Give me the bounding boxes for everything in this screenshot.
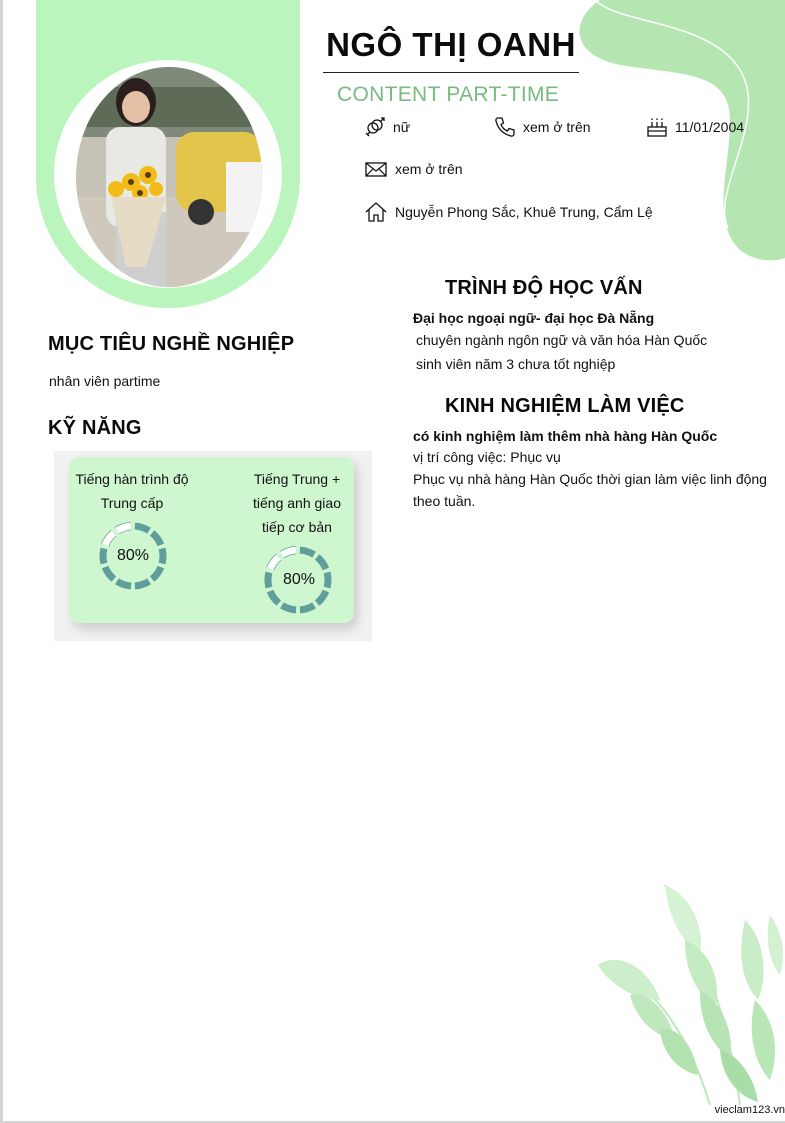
education-major: chuyên ngành ngôn ngữ và văn hóa Hàn Quốc xyxy=(416,332,708,348)
birthday-cake-icon xyxy=(646,116,668,138)
ring-segment-filled xyxy=(317,557,326,569)
ring-segment-filled xyxy=(105,567,114,579)
phone-icon xyxy=(494,116,516,138)
skill-2-label xyxy=(236,467,358,539)
gender-value: nữ xyxy=(393,119,411,135)
candidate-name: NGÔ THỊ OANH xyxy=(326,26,576,63)
skill-1-percent: 80% xyxy=(116,547,150,564)
gender-icon xyxy=(364,116,386,138)
ring-segment-filled xyxy=(300,605,314,610)
page-edge xyxy=(0,0,3,1123)
skill-2-line2: tiếng anh giao xyxy=(253,495,341,511)
home-icon xyxy=(364,200,388,224)
skill-2-percent: 80% xyxy=(282,571,316,588)
ring-segment-filled xyxy=(135,526,149,531)
watermark: vieclam123.vn xyxy=(714,1104,785,1116)
experience-desc-line1: Phục vụ nhà hàng Hàn Quốc thời gian làm việc linh động xyxy=(413,471,767,487)
skill-2-line1: Tiếng Trung + xyxy=(253,471,341,487)
profile-photo xyxy=(76,67,262,287)
phone-info xyxy=(494,116,591,138)
ring-segment-filled xyxy=(117,581,131,586)
education-status: sinh viên năm 3 chưa tốt nghiệp xyxy=(416,356,616,372)
address-info xyxy=(364,200,653,224)
phone-value: xem ở trên xyxy=(523,119,591,135)
experience-title: có kinh nghiệm làm thêm nhà hàng Hàn Quốc xyxy=(413,428,718,444)
decorative-leaves xyxy=(590,880,785,1105)
skill-1-line2: Trung cấp xyxy=(100,495,164,511)
ring-segment-filled xyxy=(135,581,149,586)
name-divider xyxy=(323,72,579,73)
ring-segment-filled xyxy=(300,550,314,555)
ring-segment-filled xyxy=(270,591,279,603)
education-school: Đại học ngoại ngữ- đại học Đà Nẵng xyxy=(413,310,655,326)
skill-2-line3: tiếp cơ bản xyxy=(262,519,332,535)
address-value: Nguyễn Phong Sắc, Khuê Trung, Cẩm Lệ xyxy=(395,204,653,220)
skill-1-label xyxy=(70,467,194,515)
ring-segment-filled xyxy=(282,605,296,610)
education-heading: TRÌNH ĐỘ HỌC VẤN xyxy=(445,277,643,299)
experience-heading: KINH NGHIỆM LÀM VIỆC xyxy=(445,395,685,417)
job-title: CONTENT PART-TIME xyxy=(337,83,560,106)
skills-heading: KỸ NĂNG xyxy=(48,417,142,439)
experience-desc-line2: theo tuần. xyxy=(413,493,476,509)
skill-1-line1: Tiếng hàn trình độ xyxy=(75,471,189,487)
ring-segment-filled xyxy=(152,533,161,545)
email-icon xyxy=(364,159,388,179)
email-info xyxy=(364,159,463,179)
experience-position: vị trí công việc: Phục vụ xyxy=(413,449,561,465)
objective-text: nhân viên partime xyxy=(49,373,161,389)
birthday-info xyxy=(646,116,744,138)
ring-segment-filled xyxy=(152,567,161,579)
email-value: xem ở trên xyxy=(395,161,463,177)
birthday-value: 11/01/2004 xyxy=(675,119,745,135)
ring-segment-filled xyxy=(317,591,326,603)
gender-info xyxy=(364,116,410,138)
objective-heading: MỤC TIÊU NGHỀ NGHIỆP xyxy=(48,333,295,355)
